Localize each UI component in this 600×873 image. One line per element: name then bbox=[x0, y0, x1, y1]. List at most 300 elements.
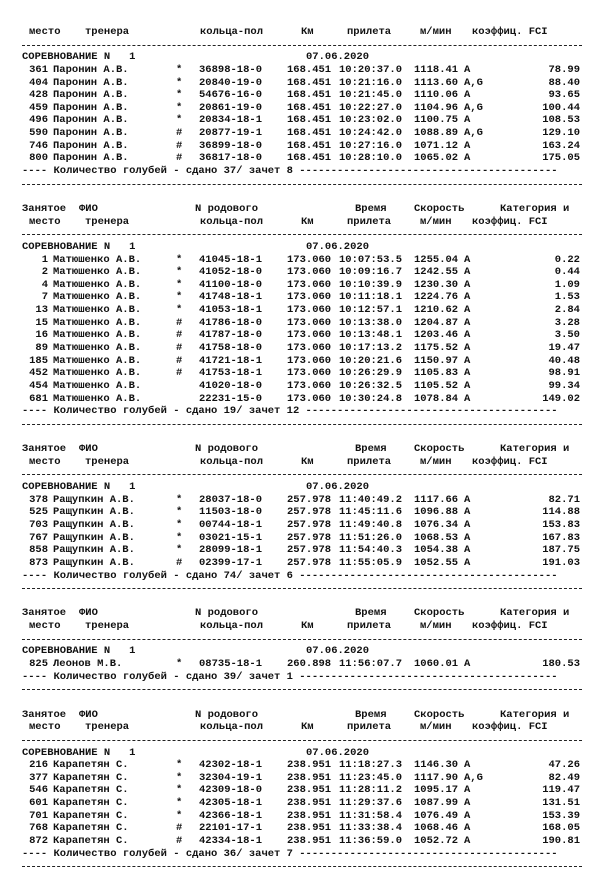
cell-mark: * bbox=[176, 658, 183, 671]
cell-place: 361 bbox=[29, 63, 48, 76]
table-row bbox=[22, 89, 588, 102]
cell-mark: * bbox=[176, 89, 183, 102]
cell-place: 681 bbox=[29, 392, 48, 405]
header-koeffits: коэффиц. FCI bbox=[472, 215, 548, 228]
table-row bbox=[22, 759, 588, 772]
cell-category: A bbox=[464, 493, 471, 506]
cell-name: Ращупкин А.В. bbox=[53, 518, 135, 531]
cell-speed: 1117.90 bbox=[414, 771, 459, 784]
cell-ring: 41053-18-1 bbox=[199, 304, 263, 317]
cell-name: Карапетян С. bbox=[53, 797, 129, 810]
cell-speed: 1224.76 bbox=[414, 291, 459, 304]
cell-category: A,G bbox=[464, 76, 483, 89]
table-row bbox=[22, 127, 588, 140]
table-row bbox=[22, 544, 588, 557]
summary-text: ---- Количество голубей - сдано 74/ зачет 6 ----------------------------------------- bbox=[22, 569, 558, 582]
cell-speed: 1104.96 bbox=[414, 101, 459, 114]
cell-ring: 41045-18-1 bbox=[199, 253, 263, 266]
cell-name: Матюшенко А.В. bbox=[53, 354, 142, 367]
cell-name: Паронин А.В. bbox=[53, 63, 129, 76]
cell-coef: 100.44 bbox=[542, 101, 580, 114]
cell-speed: 1096.88 bbox=[414, 506, 459, 519]
table-row bbox=[22, 557, 588, 570]
cell-time: 11:31:58.4 bbox=[339, 809, 403, 822]
cell-time: 10:11:18.1 bbox=[339, 291, 403, 304]
cell-km: 168.451 bbox=[287, 63, 332, 76]
blank-row bbox=[22, 595, 588, 608]
cell-place: 872 bbox=[29, 835, 48, 847]
cell-mark: * bbox=[176, 784, 183, 797]
cell-mark: * bbox=[176, 266, 183, 279]
cell-name: Матюшенко А.В. bbox=[53, 329, 142, 342]
cell-coef: 149.02 bbox=[542, 392, 580, 405]
cell-time: 11:45:11.6 bbox=[339, 506, 403, 519]
cell-category: A bbox=[464, 253, 471, 266]
cell-mark: * bbox=[176, 493, 183, 506]
header-m-min: м/мин bbox=[420, 620, 452, 633]
cell-time: 10:20:21.6 bbox=[339, 354, 403, 367]
header-skorost: Скорость bbox=[414, 607, 465, 620]
cell-coef: 180.53 bbox=[542, 658, 580, 671]
cell-km: 257.978 bbox=[287, 506, 332, 519]
header-kategoriia: Категория и bbox=[500, 607, 570, 620]
cell-coef: 1.09 bbox=[554, 278, 580, 291]
cell-time: 11:23:45.0 bbox=[339, 771, 403, 784]
cell-time: 10:23:02.0 bbox=[339, 114, 403, 127]
cell-time: 10:27:16.0 bbox=[339, 139, 403, 152]
cell-time: 11:33:38.4 bbox=[339, 822, 403, 835]
cell-name: Ращупкин А.В. bbox=[53, 531, 135, 544]
cell-name: Матюшенко А.В. bbox=[53, 316, 142, 329]
header-prileta: прилета bbox=[347, 26, 392, 38]
cell-km: 173.060 bbox=[287, 291, 332, 304]
cell-time: 10:09:16.7 bbox=[339, 266, 403, 279]
cell-coef: 190.81 bbox=[542, 835, 580, 847]
competition-title: СОРЕВНОВАНИЕ N 1 bbox=[22, 481, 136, 494]
header-km: Км bbox=[301, 721, 314, 734]
cell-place: 428 bbox=[29, 89, 48, 102]
cell-category: A bbox=[464, 506, 471, 519]
header-koltsa-pol: кольца-пол bbox=[200, 721, 264, 734]
cell-category: A bbox=[464, 152, 471, 165]
cell-ring: 28099-18-1 bbox=[199, 544, 263, 557]
dashed-rule bbox=[22, 184, 582, 185]
cell-ring: 11503-18-0 bbox=[199, 506, 263, 519]
cell-km: 257.978 bbox=[287, 556, 332, 569]
header-fio: ФИО bbox=[79, 607, 98, 620]
table-row bbox=[22, 77, 588, 90]
header-koltsa-pol: кольца-пол bbox=[200, 455, 264, 468]
cell-time: 11:56:07.7 bbox=[339, 658, 403, 671]
header-row-2 bbox=[22, 456, 588, 469]
cell-coef: 98.91 bbox=[548, 367, 580, 380]
table-row bbox=[22, 393, 588, 406]
cell-category: A bbox=[464, 379, 471, 392]
cell-name: Паронин А.В. bbox=[53, 89, 129, 102]
summary-row bbox=[22, 405, 588, 418]
header-row-1 bbox=[22, 443, 588, 456]
cell-time: 11:51:26.0 bbox=[339, 531, 403, 544]
cell-ring: 02399-17-1 bbox=[199, 556, 263, 569]
blank-row bbox=[22, 431, 588, 444]
cell-km: 168.451 bbox=[287, 139, 332, 152]
cell-speed: 1204.87 bbox=[414, 316, 459, 329]
cell-speed: 1242.55 bbox=[414, 266, 459, 279]
table-row bbox=[22, 822, 588, 835]
competition-row bbox=[22, 241, 588, 254]
cell-mark: * bbox=[176, 759, 183, 772]
header-row-2 bbox=[22, 620, 588, 633]
cell-place: 378 bbox=[29, 493, 48, 506]
cell-place: 525 bbox=[29, 506, 48, 519]
header-prileta: прилета bbox=[347, 721, 392, 734]
cell-coef: 131.51 bbox=[542, 797, 580, 810]
cell-mark: * bbox=[176, 797, 183, 810]
cell-ring: 41721-18-1 bbox=[199, 354, 263, 367]
cell-name: Паронин А.В. bbox=[53, 127, 129, 140]
cell-km: 173.060 bbox=[287, 316, 332, 329]
cell-time: 10:30:24.8 bbox=[339, 392, 403, 405]
header-n-rodovogo: N родового bbox=[195, 443, 259, 456]
cell-place: 767 bbox=[29, 531, 48, 544]
cell-place: 15 bbox=[35, 316, 48, 329]
table-row bbox=[22, 317, 588, 330]
cell-coef: 93.65 bbox=[548, 89, 580, 102]
cell-coef: 2.84 bbox=[554, 304, 580, 317]
cell-place: 590 bbox=[29, 127, 48, 140]
cell-category: A bbox=[464, 354, 471, 367]
cell-ring: 41758-18-0 bbox=[199, 342, 263, 355]
cell-coef: 82.71 bbox=[548, 493, 580, 506]
cell-km: 238.951 bbox=[287, 759, 332, 772]
cell-name: Карапетян С. bbox=[53, 784, 129, 797]
cell-speed: 1175.52 bbox=[414, 342, 459, 355]
header-vremia: Время bbox=[355, 443, 387, 456]
cell-category: A bbox=[464, 392, 471, 405]
header-fio: ФИО bbox=[79, 708, 98, 721]
cell-time: 10:26:32.5 bbox=[339, 379, 403, 392]
cell-km: 238.951 bbox=[287, 835, 332, 847]
cell-ring: 41748-18-1 bbox=[199, 291, 263, 304]
header-koeffits: коэффиц. FCI bbox=[472, 26, 548, 38]
cell-km: 168.451 bbox=[287, 89, 332, 102]
cell-name: Матюшенко А.В. bbox=[53, 392, 142, 405]
cell-category: A bbox=[464, 759, 471, 772]
cell-speed: 1113.60 bbox=[414, 76, 459, 89]
cell-name: Ращупкин А.В. bbox=[53, 556, 135, 569]
cell-coef: 0.44 bbox=[554, 266, 580, 279]
cell-ring: 00744-18-1 bbox=[199, 518, 263, 531]
cell-ring: 20861-19-0 bbox=[199, 101, 263, 114]
cell-ring: 28037-18-0 bbox=[199, 493, 263, 506]
dashed-rule bbox=[22, 689, 582, 690]
cell-name: Ращупкин А.В. bbox=[53, 493, 135, 506]
header-koeffits: коэффиц. FCI bbox=[472, 455, 548, 468]
cell-ring: 54676-16-0 bbox=[199, 89, 263, 102]
cell-category: A bbox=[464, 266, 471, 279]
cell-category: A bbox=[464, 329, 471, 342]
cell-km: 238.951 bbox=[287, 809, 332, 822]
results-report bbox=[22, 26, 588, 873]
cell-km: 257.978 bbox=[287, 544, 332, 557]
header-fio: ФИО bbox=[79, 443, 98, 456]
summary-text: ---- Количество голубей - сдано 19/ зачет 12 ---------------------------------------- bbox=[22, 405, 558, 418]
header-prileta: прилета bbox=[347, 215, 392, 228]
header-m-min: м/мин bbox=[420, 215, 452, 228]
cell-place: 16 bbox=[35, 329, 48, 342]
cell-name: Карапетян С. bbox=[53, 759, 129, 772]
cell-place: 1 bbox=[41, 253, 48, 266]
competition-date: 07.06.2020 bbox=[306, 240, 370, 253]
cell-category: A bbox=[464, 556, 471, 569]
cell-category: A,G bbox=[464, 771, 483, 784]
cell-ring: 22231-15-0 bbox=[199, 392, 263, 405]
dashed-rule bbox=[22, 639, 582, 640]
cell-place: 703 bbox=[29, 518, 48, 531]
competition-date: 07.06.2020 bbox=[306, 481, 370, 494]
cell-speed: 1068.46 bbox=[414, 822, 459, 835]
cell-km: 173.060 bbox=[287, 342, 332, 355]
cell-km: 173.060 bbox=[287, 304, 332, 317]
cell-name: Карапетян С. bbox=[53, 809, 129, 822]
header-kategoriia: Категория и bbox=[500, 202, 570, 215]
cell-name: Матюшенко А.В. bbox=[53, 291, 142, 304]
header-koltsa-pol: кольца-пол bbox=[200, 26, 264, 38]
cell-ring: 42334-18-1 bbox=[199, 835, 263, 847]
cell-place: 2 bbox=[41, 266, 48, 279]
cell-name: Матюшенко А.В. bbox=[53, 266, 142, 279]
header-row-1 bbox=[22, 607, 588, 620]
cell-coef: 153.83 bbox=[542, 518, 580, 531]
cell-speed: 1203.46 bbox=[414, 329, 459, 342]
cell-name: Матюшенко А.В. bbox=[53, 379, 142, 392]
table-row bbox=[22, 797, 588, 810]
table-row bbox=[22, 304, 588, 317]
cell-time: 10:20:37.0 bbox=[339, 63, 403, 76]
cell-name: Матюшенко А.В. bbox=[53, 342, 142, 355]
competition-date: 07.06.2020 bbox=[306, 51, 370, 64]
cell-name: Ращупкин А.В. bbox=[53, 506, 135, 519]
cell-speed: 1146.30 bbox=[414, 759, 459, 772]
cell-time: 10:21:16.0 bbox=[339, 76, 403, 89]
table-row bbox=[22, 380, 588, 393]
cell-place: 601 bbox=[29, 797, 48, 810]
cell-km: 257.978 bbox=[287, 493, 332, 506]
header-zaniatoe: Занятое bbox=[22, 607, 67, 620]
cell-place: 452 bbox=[29, 367, 48, 380]
header-m-min: м/мин bbox=[420, 721, 452, 734]
header-koeffits: коэффиц. FCI bbox=[472, 721, 548, 734]
header-trenera: тренера bbox=[85, 620, 130, 633]
cell-ring: 41786-18-0 bbox=[199, 316, 263, 329]
cell-place: 800 bbox=[29, 152, 48, 165]
cell-mark: * bbox=[176, 278, 183, 291]
cell-speed: 1076.34 bbox=[414, 518, 459, 531]
header-separator bbox=[22, 633, 588, 646]
cell-category: A bbox=[464, 797, 471, 810]
header-zaniatoe: Занятое bbox=[22, 202, 67, 215]
cell-ring: 03021-15-1 bbox=[199, 531, 263, 544]
cell-place: 216 bbox=[29, 759, 48, 772]
table-row bbox=[22, 254, 588, 267]
header-row-2 bbox=[22, 26, 588, 39]
competition-row bbox=[22, 747, 588, 760]
dashed-rule bbox=[22, 234, 582, 235]
cell-ring: 08735-18-1 bbox=[199, 658, 263, 671]
cell-speed: 1076.49 bbox=[414, 809, 459, 822]
table-row bbox=[22, 342, 588, 355]
summary-row bbox=[22, 848, 588, 861]
cell-place: 546 bbox=[29, 784, 48, 797]
cell-coef: 153.39 bbox=[542, 809, 580, 822]
cell-ring: 42366-18-1 bbox=[199, 809, 263, 822]
cell-speed: 1060.01 bbox=[414, 658, 459, 671]
cell-category: A bbox=[464, 291, 471, 304]
cell-speed: 1230.30 bbox=[414, 278, 459, 291]
header-mesto: место bbox=[29, 721, 61, 734]
cell-ring: 41787-18-0 bbox=[199, 329, 263, 342]
cell-km: 173.060 bbox=[287, 379, 332, 392]
cell-km: 168.451 bbox=[287, 127, 332, 140]
cell-speed: 1105.83 bbox=[414, 367, 459, 380]
cell-time: 10:28:10.0 bbox=[339, 152, 403, 165]
competition-title: СОРЕВНОВАНИЕ N 1 bbox=[22, 240, 136, 253]
section-separator bbox=[22, 418, 588, 431]
cell-name: Матюшенко А.В. bbox=[53, 367, 142, 380]
cell-mark: * bbox=[176, 544, 183, 557]
header-row-2 bbox=[22, 721, 588, 734]
cell-mark: * bbox=[176, 771, 183, 784]
cell-speed: 1068.53 bbox=[414, 531, 459, 544]
header-trenera: тренера bbox=[85, 26, 130, 38]
cell-mark: # bbox=[176, 329, 183, 342]
cell-speed: 1052.72 bbox=[414, 835, 459, 847]
table-row bbox=[22, 140, 588, 153]
cell-category: A bbox=[464, 63, 471, 76]
header-km: Км bbox=[301, 620, 314, 633]
cell-name: Паронин А.В. bbox=[53, 114, 129, 127]
cell-category: A bbox=[464, 544, 471, 557]
cell-place: 858 bbox=[29, 544, 48, 557]
cell-place: 825 bbox=[29, 658, 48, 671]
cell-coef: 3.50 bbox=[554, 329, 580, 342]
cell-mark: # bbox=[176, 342, 183, 355]
cell-ring: 41753-18-1 bbox=[199, 367, 263, 380]
competition-row bbox=[22, 645, 588, 658]
cell-speed: 1118.41 bbox=[414, 63, 459, 76]
cell-km: 173.060 bbox=[287, 329, 332, 342]
cell-name: Паронин А.В. bbox=[53, 101, 129, 114]
cell-speed: 1117.66 bbox=[414, 493, 459, 506]
cell-mark: # bbox=[176, 152, 183, 165]
dashed-rule bbox=[22, 866, 582, 867]
cell-speed: 1054.38 bbox=[414, 544, 459, 557]
cell-mark: * bbox=[176, 101, 183, 114]
cell-coef: 175.05 bbox=[542, 152, 580, 165]
competition-row bbox=[22, 51, 588, 64]
cell-mark: * bbox=[176, 304, 183, 317]
cell-time: 10:26:29.9 bbox=[339, 367, 403, 380]
cell-km: 168.451 bbox=[287, 114, 332, 127]
header-fio: ФИО bbox=[79, 202, 98, 215]
table-row bbox=[22, 355, 588, 368]
table-row bbox=[22, 279, 588, 292]
cell-km: 257.978 bbox=[287, 531, 332, 544]
cell-ring: 42309-18-0 bbox=[199, 784, 263, 797]
cell-name: Карапетян С. bbox=[53, 835, 129, 847]
cell-time: 10:21:45.0 bbox=[339, 89, 403, 102]
cell-category: A bbox=[464, 367, 471, 380]
cell-km: 168.451 bbox=[287, 152, 332, 165]
header-km: Км bbox=[301, 26, 314, 38]
cell-place: 701 bbox=[29, 809, 48, 822]
header-prileta: прилета bbox=[347, 455, 392, 468]
cell-category: A bbox=[464, 822, 471, 835]
header-prileta: прилета bbox=[347, 620, 392, 633]
cell-mark: # bbox=[176, 127, 183, 140]
header-separator bbox=[22, 228, 588, 241]
cell-speed: 1210.62 bbox=[414, 304, 459, 317]
cell-name: Карапетян С. bbox=[53, 771, 129, 784]
cell-mark: # bbox=[176, 835, 183, 847]
cell-speed: 1052.55 bbox=[414, 556, 459, 569]
section-separator bbox=[22, 178, 588, 191]
cell-coef: 3.28 bbox=[554, 316, 580, 329]
cell-time: 11:18:27.3 bbox=[339, 759, 403, 772]
cell-coef: 78.99 bbox=[548, 63, 580, 76]
section-separator bbox=[22, 860, 588, 873]
cell-coef: 47.26 bbox=[548, 759, 580, 772]
competition-row bbox=[22, 481, 588, 494]
cell-category: A bbox=[464, 278, 471, 291]
header-koltsa-pol: кольца-пол bbox=[200, 215, 264, 228]
table-row bbox=[22, 835, 588, 848]
cell-ring: 36898-18-0 bbox=[199, 63, 263, 76]
competition-title: СОРЕВНОВАНИЕ N 1 bbox=[22, 746, 136, 759]
cell-km: 173.060 bbox=[287, 278, 332, 291]
cell-mark: # bbox=[176, 354, 183, 367]
summary-row bbox=[22, 165, 588, 178]
cell-km: 238.951 bbox=[287, 784, 332, 797]
cell-category: A bbox=[464, 114, 471, 127]
cell-coef: 191.03 bbox=[542, 556, 580, 569]
header-n-rodovogo: N родового bbox=[195, 708, 259, 721]
cell-ring: 20877-19-1 bbox=[199, 127, 263, 140]
cell-speed: 1065.02 bbox=[414, 152, 459, 165]
cell-place: 459 bbox=[29, 101, 48, 114]
cell-time: 10:10:39.9 bbox=[339, 278, 403, 291]
cell-mark: * bbox=[176, 506, 183, 519]
header-separator bbox=[22, 734, 588, 747]
cell-category: A bbox=[464, 316, 471, 329]
cell-km: 238.951 bbox=[287, 797, 332, 810]
cell-time: 11:55:05.9 bbox=[339, 556, 403, 569]
table-row bbox=[22, 772, 588, 785]
cell-name: Матюшенко А.В. bbox=[53, 304, 142, 317]
cell-mark: * bbox=[176, 291, 183, 304]
header-m-min: м/мин bbox=[420, 455, 452, 468]
cell-ring: 36899-18-0 bbox=[199, 139, 263, 152]
cell-km: 238.951 bbox=[287, 822, 332, 835]
header-mesto: место bbox=[29, 215, 61, 228]
cell-km: 173.060 bbox=[287, 253, 332, 266]
header-skorost: Скорость bbox=[414, 443, 465, 456]
cell-place: 13 bbox=[35, 304, 48, 317]
cell-place: 185 bbox=[29, 354, 48, 367]
table-row bbox=[22, 506, 588, 519]
cell-time: 11:28:11.2 bbox=[339, 784, 403, 797]
cell-km: 173.060 bbox=[287, 392, 332, 405]
